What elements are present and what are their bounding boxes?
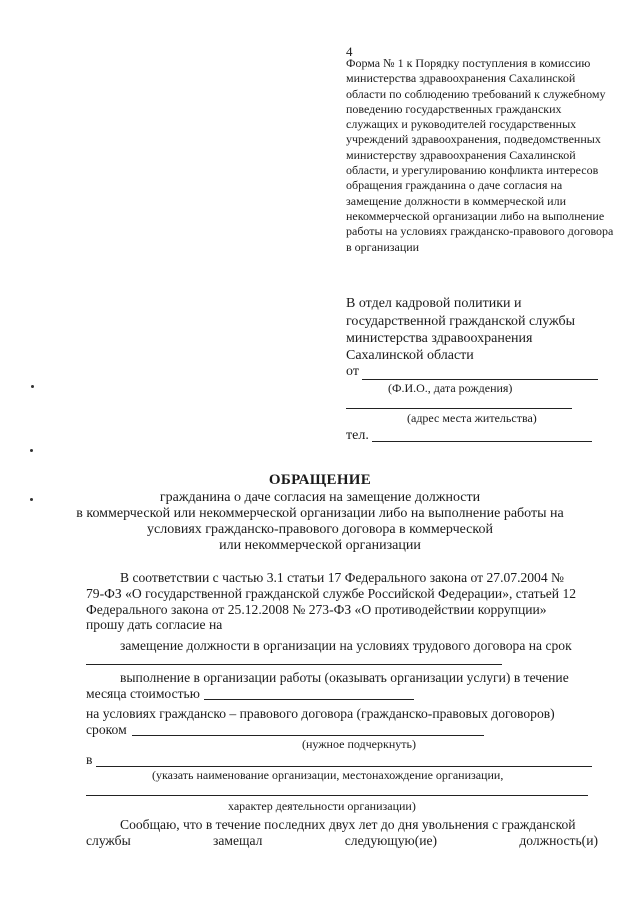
- word-following: следующую(ие): [344, 833, 438, 848]
- paragraph-1-line-1: В соответствии с частью 3.1 статьи 17 Федерального закона от 27.07.2004 №: [120, 570, 565, 585]
- underline-hint: (нужное подчеркнуть): [302, 737, 416, 751]
- subtitle-line-4: или некоммерческой организации: [219, 538, 421, 553]
- organization-hint: (указать наименование организации, местонахождение организации,: [152, 768, 504, 782]
- addressee-line-4: Сахалинской области: [346, 348, 474, 363]
- paragraph-2-line-1: Сообщаю, что в течение последних двух лет до дня увольнения с гражданской: [120, 817, 576, 832]
- subtitle-line-2: в коммерческой или некоммерческой организации либо на выполнение работы на: [76, 506, 564, 521]
- word-held: замещал: [213, 833, 263, 848]
- cost-field-line: [204, 699, 414, 700]
- addressee-line-1: В отдел кадровой политики и: [346, 296, 522, 311]
- address-field-line: [346, 408, 572, 409]
- page-title: ОБРАЩЕНИЕ: [268, 472, 372, 488]
- from-field-line: [362, 379, 598, 380]
- paragraph-2-line-2: [86, 833, 598, 849]
- subtitle-line-3: условиях гражданско-правового договора в коммерческой: [147, 522, 493, 537]
- subtitle-line-1: гражданина о даче согласия на замещение должности: [159, 490, 481, 505]
- months-label: месяца стоимостью: [86, 686, 200, 701]
- phone-field-line: [372, 441, 592, 442]
- in-label: в: [86, 752, 93, 767]
- option-employment-contract: замещение должности в организации на условиях трудового договора на срок: [120, 638, 572, 653]
- organization-field-line-2: [86, 795, 588, 796]
- term-2-field-line: [132, 735, 484, 736]
- page-number: 4: [346, 44, 353, 59]
- addressee-line-2: государственной гражданской службы: [346, 314, 576, 329]
- word-position: должность(и): [519, 833, 598, 848]
- from-label: от: [346, 364, 359, 379]
- organization-field-line: [96, 766, 592, 767]
- activity-hint: характер деятельности организации): [228, 799, 416, 813]
- paragraph-1-line-3: Федерального закона от 25.12.2008 № 273-ФЗ «О противодействии коррупции»: [86, 602, 547, 617]
- paragraph-1-line-2: 79-ФЗ «О государственной гражданской службе Российской Федерации», статьей 12: [86, 586, 577, 601]
- addressee-line-3: министерства здравоохранения: [346, 331, 533, 346]
- address-hint: (адрес места жительства): [407, 411, 537, 425]
- form-note: Форма № 1 к Порядку поступления в комиссию министерства здравоохранения Сахалинской области по соблюдению требований к служебному поведению государственных гражданских служащих и руководителей государственных учреждений здравоохранения, подведомственных министерству здравоохранения Сахалинской области, и урегулированию конфликта интересов обращения гражданина о даче согласия на замещение должности в коммерческой или некоммерческой организации либо на выполнение работы на условиях гражданско-правового договора в организации: [346, 56, 614, 254]
- word-service: службы: [86, 833, 131, 848]
- term-label: сроком: [86, 722, 127, 737]
- phone-label: тел.: [346, 428, 369, 443]
- civil-contract-line: на условиях гражданско – правового договора (гражданско-правовых договоров): [86, 706, 555, 721]
- paragraph-1-line-4: прошу дать согласие на: [86, 617, 223, 632]
- term-field-line: [86, 664, 502, 665]
- fio-hint: (Ф.И.О., дата рождения): [388, 381, 513, 395]
- option-work-performance: выполнение в организации работы (оказывать организации услуги) в течение: [120, 670, 569, 685]
- scan-mark: [30, 449, 33, 452]
- scan-mark: [31, 385, 34, 388]
